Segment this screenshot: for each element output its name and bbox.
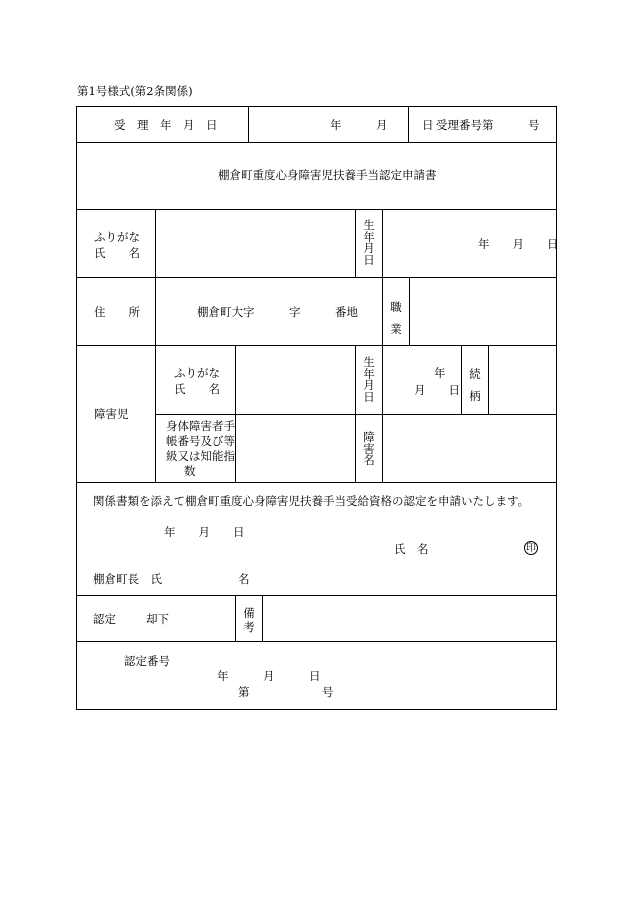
col-divider [488, 345, 489, 414]
cert-label-line4: 数 [184, 464, 196, 478]
col-divider [382, 345, 383, 482]
cert-number-label: 認定番号 [124, 654, 170, 668]
col-divider [355, 345, 356, 482]
cert-date: 年 月 日 [217, 669, 321, 683]
col-divider [461, 345, 462, 414]
row-divider [76, 209, 557, 210]
row-divider [76, 482, 557, 483]
col-divider [235, 345, 236, 482]
child-birth-year: 年 [434, 366, 446, 380]
declaration-date: 年 月 日 [164, 525, 245, 539]
row-divider [76, 277, 557, 278]
child-label: 障害児 [94, 407, 129, 421]
reception-date-label: 受 理 年 月 日 [114, 118, 218, 132]
reject-label: 却下 [146, 612, 169, 626]
row-divider [155, 414, 557, 415]
disability-label: 障害名 [363, 430, 375, 467]
relation-label: 続柄 [469, 367, 481, 403]
col-divider [155, 209, 156, 482]
row-divider [76, 641, 557, 642]
address-value: 棚倉町大字 字 番地 [197, 305, 358, 319]
form-title: 棚倉町重度心身障害児扶養手当認定申請書 [218, 168, 437, 182]
declaration-text: 関係書類を添えて棚倉町重度心身障害児扶養手当受給資格の認定を申請いたします。 [93, 494, 530, 508]
address-label: 住 所 [94, 305, 140, 319]
col-divider [382, 209, 383, 277]
occupation-label: 職業 [390, 300, 402, 336]
seal-mark: 印 [526, 543, 536, 554]
addressee-left: 棚倉町長 氏 [93, 572, 162, 586]
child-birth-month-day: 月 日 [414, 383, 460, 397]
reception-number: 受理番号第 号 [436, 118, 540, 132]
col-divider [382, 277, 383, 345]
row-divider [76, 142, 557, 143]
applicant-furigana-label: ふりがな [94, 230, 140, 244]
col-divider [248, 106, 249, 142]
remarks-label: 備考 [243, 606, 255, 634]
cert-issue-left: 第 [238, 685, 250, 699]
applicant-birth-value: 年 月 日 [478, 237, 559, 251]
applicant-name-label: 氏 名 [94, 246, 140, 260]
row-divider [76, 595, 557, 596]
applicant-sign-label: 氏 名 [394, 542, 429, 556]
approve-label: 認定 [93, 612, 116, 626]
cert-label-line1: 身体障害者手 [166, 419, 235, 433]
applicant-birth-label: 生年月日 [363, 218, 375, 267]
cert-label-line2: 帳番号及び等 [166, 434, 235, 448]
form-number: 第1号様式(第2条関係) [77, 84, 193, 98]
cert-issue-right: 号 [322, 685, 334, 699]
child-name-label: 氏 名 [174, 382, 220, 396]
col-divider [235, 595, 236, 641]
child-birth-label: 生年月日 [363, 355, 375, 404]
col-divider [409, 277, 410, 345]
reception-date-value: 年 月 日 [330, 118, 434, 132]
addressee-right: 名 [238, 572, 250, 586]
col-divider [262, 595, 263, 641]
child-furigana-label: ふりがな [174, 366, 220, 380]
col-divider [355, 209, 356, 277]
cert-label-line3: 級又は知能指 [166, 449, 235, 463]
row-divider [76, 345, 557, 346]
